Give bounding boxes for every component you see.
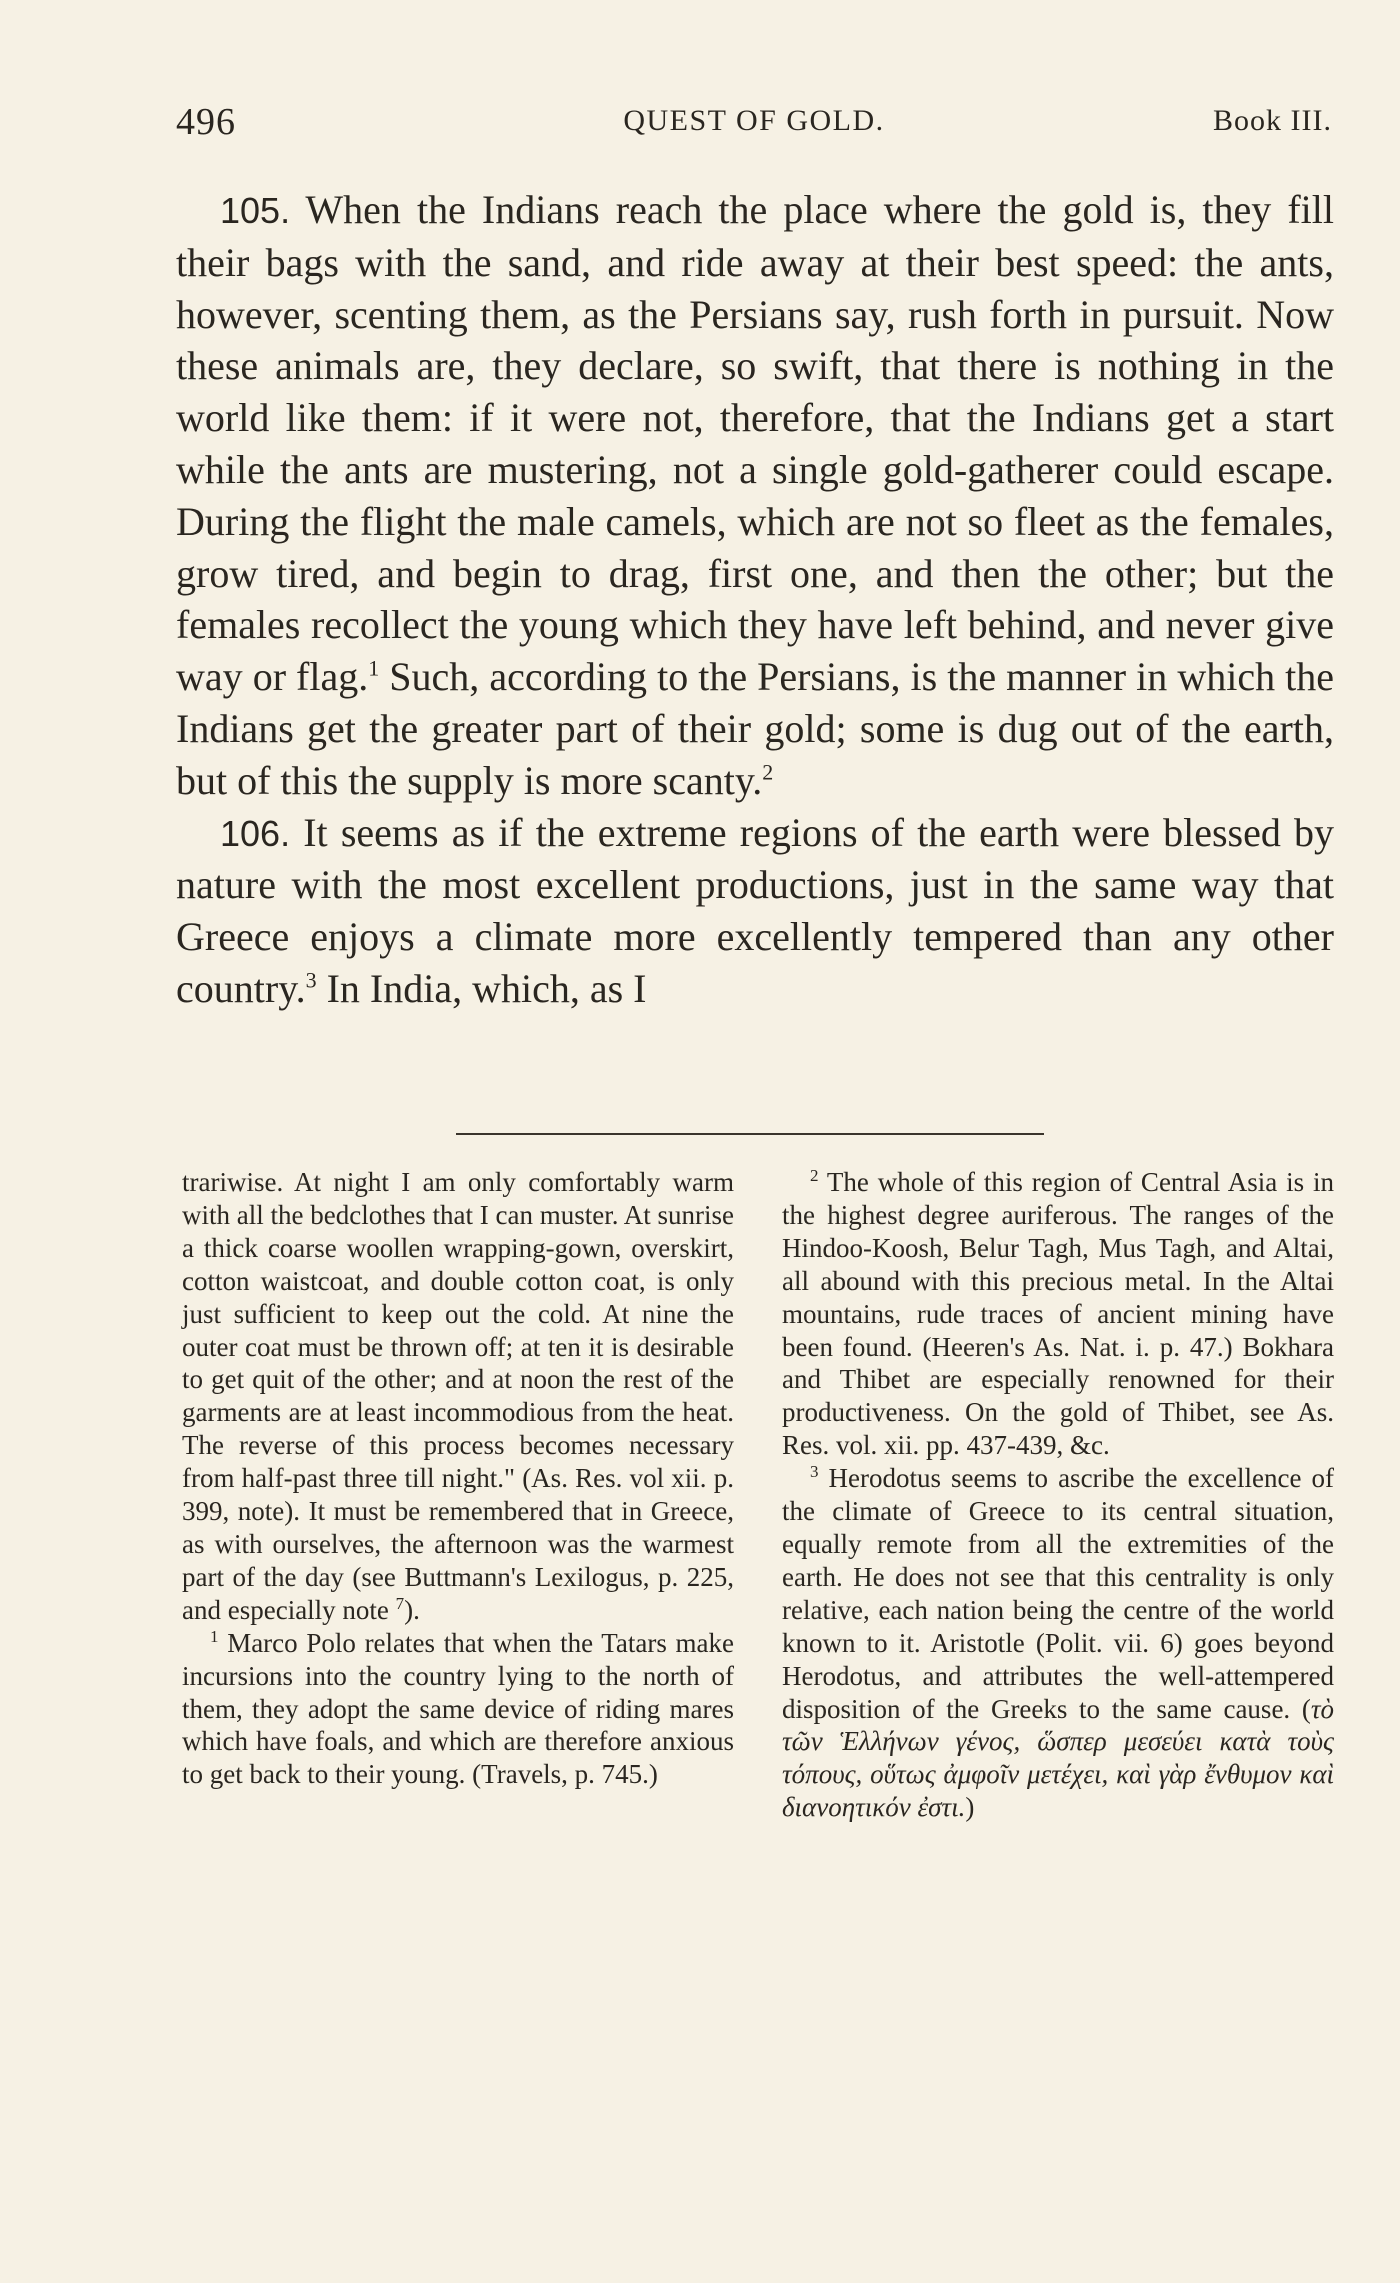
footnote-text: Marco Polo relates that when the Tatars make incursions into the country lying to the north of them, they adopt the same device of riding mares which have foals, and which are therefore anxious to get back to their young. (Travels, p. 745.) <box>182 1627 734 1790</box>
footnote-1 <box>182 1627 734 1792</box>
footnotes-right-column <box>782 1166 1334 1824</box>
footnote-text: ) <box>965 1792 975 1823</box>
paragraph-text: It seems as if the extreme regions of the earth were blessed by nature with the most excellent productions, just in the same way that Greece enjoys a climate more excellently tempered than any other country. <box>176 809 1335 1011</box>
footnote-3 <box>782 1462 1334 1824</box>
footnote-text: The whole of this region of Central Asia is in the highest degree auriferous. The ranges of the Hindoo-Koosh, Belur Tagh, Mus Tagh, and Altai, all abound with this precious metal. In the Altai mountains, rude traces of ancient mining have been found. (Heeren's As. Nat. i. p. 47.) Bokhara and Thibet are especially renowned for their productiveness. On the gold of Thibet, see As. Res. vol. xii. pp. 437-439, &c. <box>782 1167 1334 1461</box>
footnote-divider <box>456 1133 1044 1135</box>
paragraph-106 <box>176 807 1334 1015</box>
footnote-continued <box>182 1166 734 1627</box>
book-label: Book III. <box>1213 104 1332 137</box>
main-text <box>176 184 1334 1015</box>
footnote-marker: 3 <box>810 1462 819 1482</box>
running-title: QUEST OF GOLD. <box>623 104 885 137</box>
greek-quotation: τὸ τῶν Ἑλλήνων γένος, ὥσπερ μεσεύει κατὰ τοὺς τόπους, οὕτως ἀμφοῖν μετέχει, καὶ γὰρ ἔνθυμον καὶ διανοητικόν ἐστι. <box>782 1693 1334 1823</box>
page-number: 496 <box>176 101 236 143</box>
section-number: 106. <box>220 812 291 854</box>
paragraph-text: Such, according to the Persians, is the manner in which the Indians get the greater part of their gold; some is dug out of the earth, but of this the supply is more scanty. <box>176 654 1334 803</box>
paragraph-text: When the Indians reach the place where the gold is, they fill their bags with the sand, and ride away at their best speed: the ants, however, scenting them, as the Persians say, rush forth in pursuit. Now these animals are, they declare, so swift, that there is nothing in the world like them: if it were not, therefore, that the Indians get a start while the ants are mustering, not a single gold-gatherer could escape. During the flight the male camels, which are not so fleet as the females, grow tired, and begin to drag, first one, and then the other; but the females recollect the young which they have left behind, and never give way or flag. <box>176 187 1334 700</box>
section-number: 105. <box>220 190 291 231</box>
footnote-ref: 7 <box>395 1593 405 1613</box>
footnote-text: trariwise. At night I am only comfortably warm with all the bedclothes that I can muster. At sunrise a thick coarse woollen wrapping-gown, overskirt, cotton waistcoat, and double cotton coat, is only just sufficient to keep out the cold. At nine the outer coat must be thrown off; at ten it is desirable to get quit of the other; and at noon the rest of the garments are at least incommodious from the heat. The reverse of this process becomes necessary from half-past three till night." (As. Res. vol xii. p. 399, note). It must be remembered that in Greece, as with ourselves, the afternoon was the warmest part of the day (see Buttmann's Lexilogus, p. 225, and especially note <box>182 1167 734 1625</box>
footnote-ref: 1 <box>368 655 380 681</box>
paragraph-text: In India, which, as I <box>316 965 647 1011</box>
footnote-ref: 3 <box>305 967 317 993</box>
paragraph-105 <box>176 184 1334 807</box>
footnote-ref: 2 <box>762 759 774 785</box>
footnote-marker: 2 <box>810 1166 819 1185</box>
footnote-text: ). <box>404 1594 420 1625</box>
footnote-marker: 1 <box>210 1626 219 1646</box>
running-header <box>176 100 1332 144</box>
footnote-2 <box>782 1166 1334 1462</box>
footnote-text: Herodotus seems to ascribe the excellence of the climate of Greece to its central situation, equally remote from all the extremities of the earth. He does not see that this centrality is only relative, each nation being the centre of the world known to it. Aristotle (Polit. vii. 6) goes beyond Herodotus, and attributes the well-attempered disposition of the Greeks to the same cause. ( <box>782 1463 1334 1724</box>
footnotes-left-column <box>182 1166 734 1791</box>
